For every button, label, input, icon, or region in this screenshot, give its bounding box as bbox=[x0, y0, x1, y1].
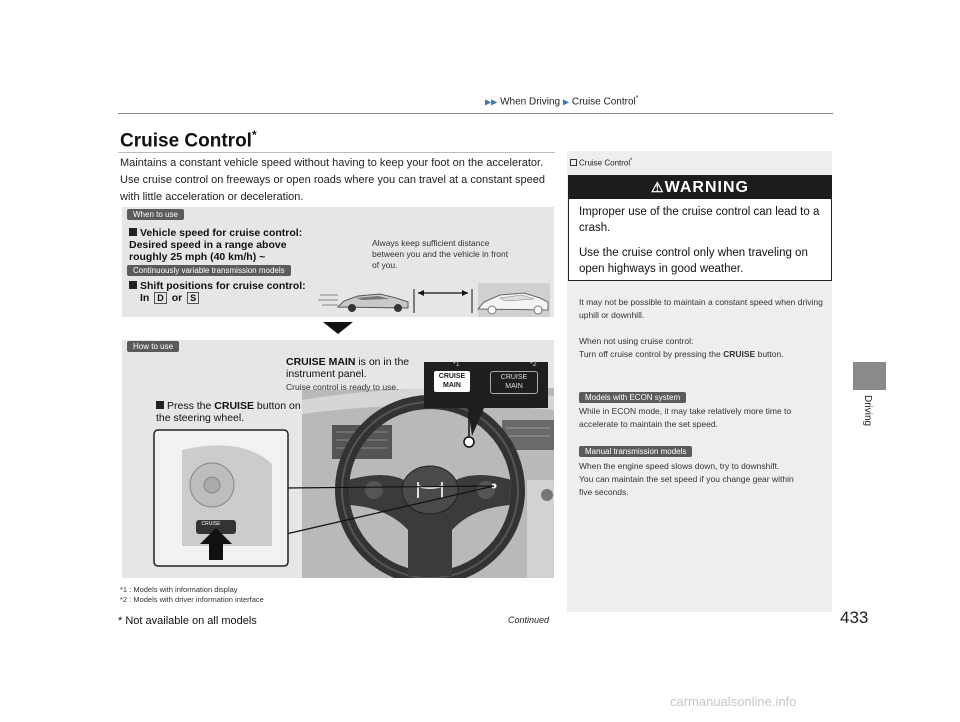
not-available-note: * Not available on all models bbox=[118, 615, 257, 627]
following-distance-illustration bbox=[318, 283, 550, 317]
bullet-square-icon bbox=[129, 281, 137, 289]
step-arrow-icon bbox=[323, 322, 353, 334]
warning-header: ⚠WARNING bbox=[568, 175, 832, 199]
footnote-ref: *1 bbox=[453, 361, 460, 368]
note-turn-off: When not using cruise control: Turn off cruise control by pressing the CRUISE button. bbox=[579, 336, 784, 359]
cruise-main-note: CRUISE MAIN is on in the instrument panel. bbox=[286, 356, 410, 380]
watermark: carmanualsonline.info bbox=[670, 694, 797, 709]
ready-note: Cruise control is ready to use. bbox=[286, 382, 399, 392]
header-rule bbox=[118, 113, 833, 114]
follower-car-icon bbox=[318, 294, 408, 312]
breadcrumb-item[interactable]: Cruise Control bbox=[571, 96, 636, 108]
manual-models-tag: Manual transmission models bbox=[579, 446, 692, 457]
intro-paragraph: Maintains a constant vehicle speed without having to keep your foot on the accelerator. Use cruise control on freeways or open roads where you can travel at a constant speed with little acceleration or deceleration. bbox=[120, 157, 545, 203]
how-to-use-tag: How to use bbox=[127, 341, 179, 352]
bullet-square-icon bbox=[156, 401, 164, 409]
note-marker-icon bbox=[570, 159, 577, 166]
cruise-main-indicator: CRUISE MAIN bbox=[434, 371, 470, 392]
cruise-button-label[interactable]: CRUISE bbox=[201, 521, 221, 527]
bullet-square-icon bbox=[129, 228, 137, 236]
gear-s-key: S bbox=[187, 292, 199, 304]
breadcrumb bbox=[485, 95, 639, 107]
cvt-models-tag: Continuously variable transmission models bbox=[127, 265, 291, 276]
cruise-main-indicator: CRUISE MAIN bbox=[490, 371, 538, 394]
chapter-tab[interactable] bbox=[853, 362, 886, 390]
shift-bullet: Shift positions for cruise control: In D or S bbox=[129, 280, 319, 304]
breadcrumb-item[interactable]: When Driving bbox=[500, 96, 561, 108]
distance-note: Always keep sufficient distance between you and the vehicle in front of you. bbox=[372, 238, 509, 270]
continued-label: Continued bbox=[508, 615, 550, 625]
note-manual: When the engine speed slows down, try to downshift. You can maintain the set speed if you change gear within five seconds. bbox=[579, 461, 794, 497]
breadcrumb-arrow-icon: ▶ bbox=[562, 97, 570, 107]
gear-d-key: D bbox=[154, 292, 167, 304]
note-uphill: It may not be possible to maintain a constant speed when driving uphill or downhill. bbox=[579, 297, 823, 320]
econ-models-tag: Models with ECON system bbox=[579, 392, 686, 403]
speed-bullet: Vehicle speed for cruise control: Desired speed in a range above roughly 25 mph (40 km/h) ~ bbox=[129, 227, 303, 263]
footnotes: *1 : Models with information display *2 : Models with driver information interface bbox=[120, 585, 264, 604]
warning-triangle-icon: ⚠ bbox=[651, 179, 665, 195]
when-to-use-tag: When to use bbox=[127, 209, 184, 220]
breadcrumb-arrow-icon: ▶▶ bbox=[485, 97, 498, 107]
press-cruise-step: Press the CRUISE button on the steering wheel. bbox=[156, 400, 301, 424]
chapter-tab-label: Driving bbox=[862, 395, 873, 427]
note-econ: While in ECON mode, it may take relatively more time to accelerate to maintain the set speed. bbox=[579, 406, 792, 429]
page-title: Cruise Control* bbox=[120, 128, 257, 152]
asterisk: * bbox=[635, 95, 639, 102]
warning-text: Improper use of the cruise control can lead to a crash. Use the cruise control only when traveling on open highways in good weather. bbox=[579, 206, 820, 275]
page-number: 433 bbox=[840, 608, 869, 627]
side-note-heading: Cruise Control* bbox=[570, 158, 632, 168]
footnote-ref: *2 bbox=[530, 361, 537, 368]
title-rule bbox=[118, 152, 555, 153]
